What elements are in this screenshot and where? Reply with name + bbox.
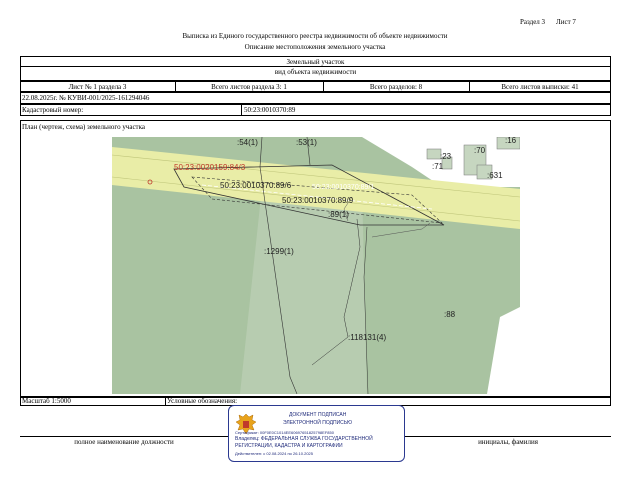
stamp-validity: Действителен: с 02.08.2024 по 26.10.2025 xyxy=(235,451,313,456)
document-title: Выписка из Единого государственного реестра недвижимости об объекте недвижимости xyxy=(182,32,448,40)
total-sheets-section: Всего листов раздела 3: 1 xyxy=(211,83,287,91)
sheet-of-section: Лист № 1 раздела 3 xyxy=(68,83,127,91)
sheet-number: Лист 7 xyxy=(556,18,576,26)
total-sheets: Всего листов выписки: 41 xyxy=(501,83,579,91)
scale-label: Масштаб 1:5000 xyxy=(22,397,71,405)
document-subtitle: Описание местоположения земельного участка xyxy=(244,43,386,51)
label-zone-89-9: 50:23:0010370:89/9 xyxy=(282,196,354,205)
object-kind: Земельный участок xyxy=(286,58,345,66)
stamp-line1: ДОКУМЕНТ ПОДПИСАН xyxy=(289,412,347,418)
cadastral-number: 50:23:0010370:89 xyxy=(244,106,296,114)
doc-ref: 22.08.2025г. № КУВИ-001/2025-161294046 xyxy=(22,94,150,102)
label-parcel-53: :53(1) xyxy=(296,138,317,147)
label-parcel-118131: :118131(4) xyxy=(348,333,387,342)
label-zone-89-6: 50:23:0010370:89/6 xyxy=(220,181,292,190)
total-sections: Всего разделов: 8 xyxy=(369,83,423,91)
label-parcel-631: :631 xyxy=(487,171,503,180)
position-caption: полное наименование должности xyxy=(74,438,174,446)
cadastral-row xyxy=(20,104,611,116)
label-parcel-89: :89(1) xyxy=(328,210,349,219)
name-caption: инициалы, фамилия xyxy=(478,438,538,446)
stamp-owner-1: Владелец: ФЕДЕРАЛЬНАЯ СЛУЖБА ГОСУДАРСТВЕННОЙ xyxy=(235,436,373,442)
label-zone-84-3: 50:23:0020159:84/3 xyxy=(174,163,246,172)
stamp-certificate: Сертификат: 00F0E0C1014EE60697651825798EF850 xyxy=(235,430,334,435)
label-parcel-70: :70 xyxy=(474,146,486,155)
label-parcel-71: :71 xyxy=(432,162,444,171)
cadastral-label: Кадастровый номер: xyxy=(22,106,84,114)
stamp-owner-2: РЕГИСТРАЦИИ, КАДАСТРА И КАРТОГРАФИИ xyxy=(235,443,343,449)
label-road-89-1: 50:23:0010370:89/1 xyxy=(312,184,375,191)
object-kind-caption: вид объекта недвижимости xyxy=(274,68,357,76)
section-number: Раздел 3 xyxy=(520,18,546,26)
label-parcel-16: :16 xyxy=(505,137,517,145)
label-parcel-1299: :1299(1) xyxy=(264,247,294,256)
plan-title: План (чертеж, схема) земельного участка xyxy=(22,123,146,131)
legend-label: Условные обозначения: xyxy=(167,397,238,405)
stamp-line2: ЭЛЕКТРОННОЙ ПОДПИСЬЮ xyxy=(283,420,353,426)
e-signature-stamp xyxy=(228,405,405,462)
cadastral-map xyxy=(112,137,520,394)
label-parcel-88: :88 xyxy=(444,310,456,319)
label-parcel-23: :23 xyxy=(440,152,452,161)
label-parcel-54: :54(1) xyxy=(237,138,258,147)
